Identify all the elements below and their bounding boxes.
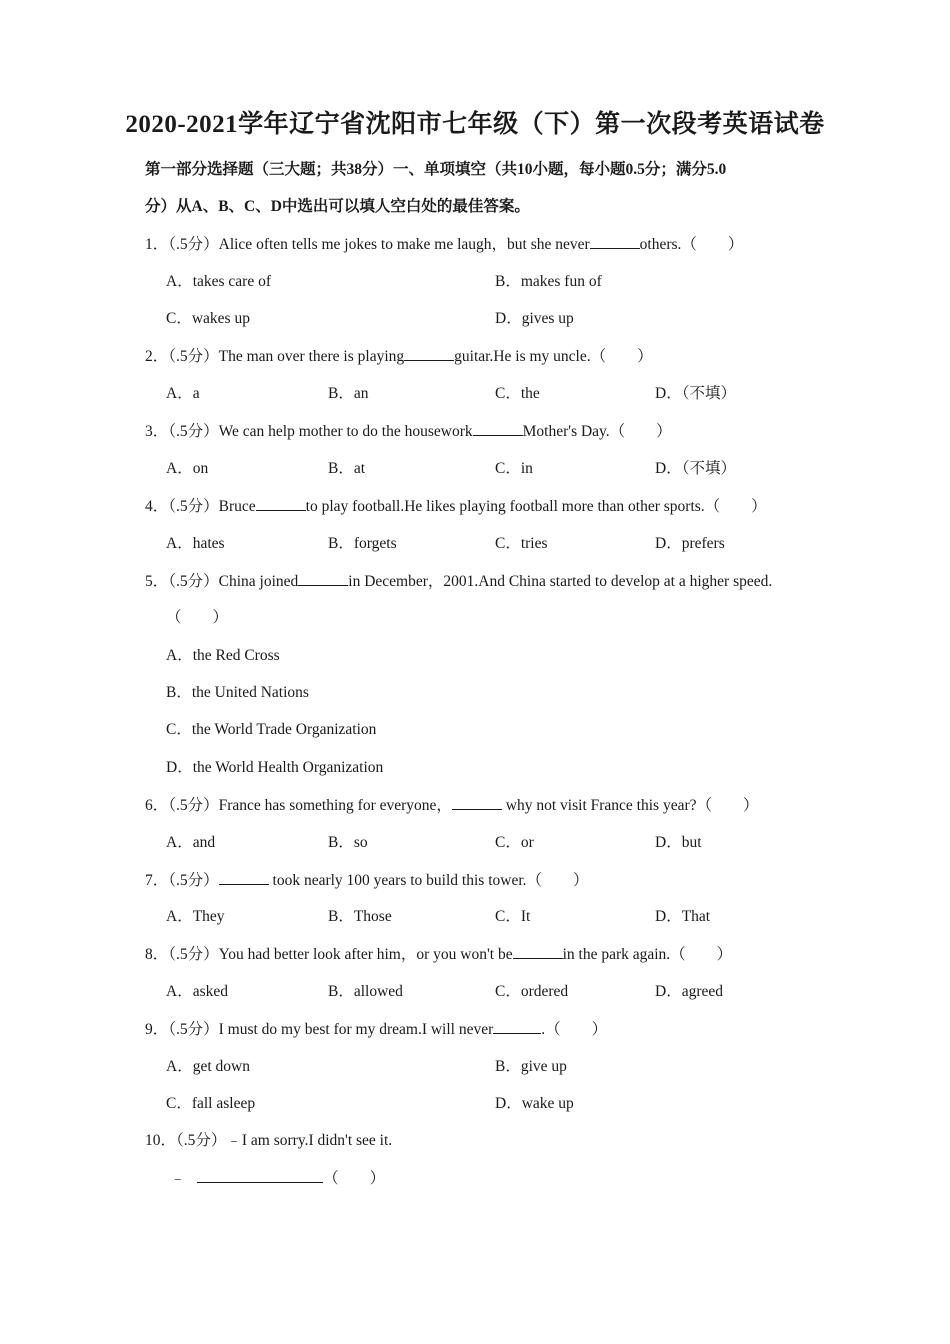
option-d: D．agreed: [655, 983, 723, 1000]
question-7-text-end: took nearly 100 years to build this tower.（ ）: [268, 872, 589, 889]
answer-blank: [256, 496, 306, 511]
option-c: C．It: [495, 908, 531, 925]
answer-blank: [404, 346, 454, 361]
option-b: B．Those: [328, 908, 392, 925]
option-c: C．ordered: [495, 983, 569, 1000]
option-c: C．the World Trade Organization: [166, 721, 377, 738]
question-5-text: 5．（.5分）China joined: [145, 573, 299, 590]
question-10: 10．（.5分）﹣I am sorry.I didn't see it.: [145, 1132, 393, 1149]
answer-blank: [513, 944, 563, 959]
question-9-text-end: .（ ）: [541, 1021, 608, 1038]
option-d: D．wake up: [495, 1095, 574, 1112]
answer-blank: [219, 870, 269, 885]
option-c: C．in: [495, 460, 533, 477]
question-6-text-end: why not visit France this year?（ ）: [501, 797, 759, 814]
question-5-paren: （ ）: [166, 609, 229, 626]
option-c: C．or: [495, 834, 534, 851]
option-a: A．They: [166, 908, 225, 925]
question-3-text-end: Mother's Day.（ ）: [522, 423, 672, 440]
question-7-text: 7．（.5分）: [145, 872, 219, 889]
option-d: D．but: [655, 834, 702, 851]
question-1: [145, 234, 743, 255]
option-d: D．（不填）: [655, 385, 736, 402]
option-b: B．the United Nations: [166, 684, 309, 701]
question-2-text-end: guitar.He is my uncle.（ ）: [454, 348, 653, 365]
option-d: D．（不填）: [655, 460, 736, 477]
option-b: B．allowed: [328, 983, 403, 1000]
section-heading-line-2: 分）从A、B、C、D中选出可以填人空白处的最佳答案。: [145, 198, 530, 215]
question-6: [145, 795, 759, 816]
question-4: [145, 496, 767, 517]
option-a: A．and: [166, 834, 216, 851]
question-9-text: 9．（.5分）I must do my best for my dream.I will never: [145, 1021, 494, 1038]
option-d: D．That: [655, 908, 711, 925]
option-a: A．hates: [166, 535, 225, 552]
question-6-text: 6．（.5分）France has something for everyone，: [145, 797, 452, 814]
option-d: D．the World Health Organization: [166, 759, 384, 776]
question-7: [145, 870, 589, 891]
option-c: C．tries: [495, 535, 548, 552]
question-8-text-end: in the park again.（ ）: [562, 946, 733, 963]
answer-blank: [473, 421, 523, 436]
option-c: C．fall asleep: [166, 1095, 256, 1112]
question-1-text: 1．（.5分）Alice often tells me jokes to make me laugh，but she never: [145, 236, 590, 253]
option-a: A．get down: [166, 1058, 250, 1075]
option-d: D．gives up: [495, 310, 574, 327]
question-8: [145, 944, 732, 965]
answer-blank: [452, 795, 502, 810]
option-b: B．at: [328, 460, 366, 477]
question-10-reply: [170, 1168, 385, 1189]
question-9: [145, 1019, 607, 1040]
question-5: [145, 571, 772, 592]
question-3: [145, 421, 672, 442]
question-4-text-end: to play football.He likes playing football more than other sports.（ ）: [305, 498, 767, 515]
answer-blank: [197, 1168, 323, 1183]
option-b: B．makes fun of: [495, 273, 602, 290]
question-8-text: 8．（.5分）You had better look after him，or you won't be: [145, 946, 513, 963]
question-1-text-end: others.（ ）: [639, 236, 744, 253]
option-a: A．a: [166, 385, 200, 402]
option-b: B．an: [328, 385, 369, 402]
option-c: C．the: [495, 385, 540, 402]
option-a: A．the Red Cross: [166, 647, 280, 664]
option-a: A．on: [166, 460, 209, 477]
option-b: B．give up: [495, 1058, 567, 1075]
exam-title: 2020-2021学年辽宁省沈阳市七年级（下）第一次段考英语试卷: [125, 111, 825, 138]
option-b: B．forgets: [328, 535, 397, 552]
question-2: [145, 346, 653, 367]
question-10-paren: （ ）: [323, 1170, 386, 1187]
question-5-text-end: in December，2001.And China started to develop at a higher speed.: [348, 573, 773, 590]
option-a: A．takes care of: [166, 273, 272, 290]
question-3-text: 3．（.5分）We can help mother to do the housework: [145, 423, 473, 440]
option-a: A．asked: [166, 983, 228, 1000]
dash: ﹣: [170, 1170, 186, 1187]
answer-blank: [298, 571, 348, 586]
answer-blank: [590, 234, 640, 249]
question-2-text: 2．（.5分）The man over there is playing: [145, 348, 405, 365]
answer-blank: [493, 1019, 541, 1034]
question-4-text: 4．（.5分）Bruce: [145, 498, 256, 515]
option-c: C．wakes up: [166, 310, 250, 327]
option-d: D．prefers: [655, 535, 725, 552]
section-heading-line-1: 第一部分选择题（三大题；共38分）一、单项填空（共10小题，每小题0.5分；满分5.0: [145, 161, 727, 178]
option-b: B．so: [328, 834, 368, 851]
